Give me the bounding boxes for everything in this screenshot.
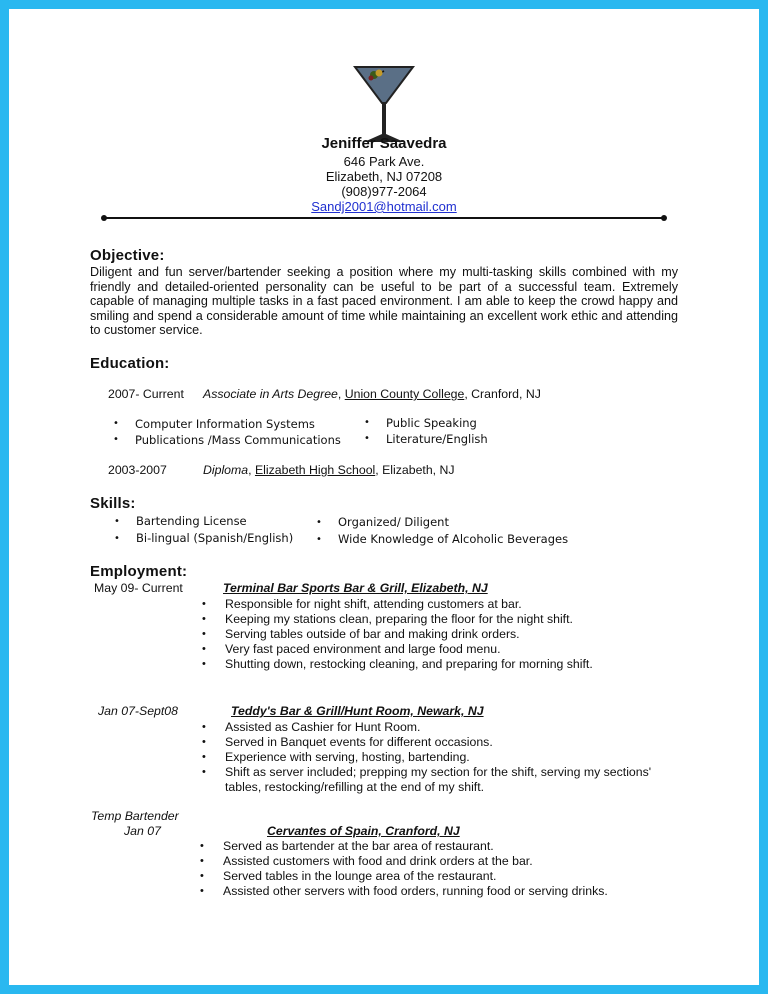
employment-heading: Employment: bbox=[90, 563, 188, 580]
rule-end-right bbox=[661, 215, 667, 221]
list-item: • Responsible for night shift, attending customers at bar. bbox=[202, 597, 522, 611]
education-entry: Associate in Arts Degree, Union County College, Cranford, NJ bbox=[203, 387, 541, 401]
degree: Associate in Arts Degree bbox=[203, 387, 338, 401]
objective-line: friendly and detailed-oriented personality can be useful to be part of a successful team. Extremely bbox=[90, 279, 678, 294]
objective-text bbox=[90, 265, 678, 338]
courses-right bbox=[364, 415, 488, 447]
list-item: • Assisted as Cashier for Hunt Room. bbox=[202, 720, 421, 734]
address-line-2: Elizabeth, NJ 07208 bbox=[325, 169, 443, 184]
skills-left bbox=[114, 513, 294, 547]
job-dates: Jan 07-Sept08 bbox=[98, 704, 178, 718]
objective-heading: Objective: bbox=[90, 247, 165, 264]
list-item: • Computer Information Systems bbox=[113, 417, 315, 431]
job-title: Temp Bartender bbox=[91, 809, 179, 823]
address-line-1: 646 Park Ave. bbox=[343, 154, 425, 169]
list-item: • Assisted customers with food and drink orders at the bar. bbox=[200, 854, 533, 868]
list-item: • Keeping my stations clean, preparing the floor for the night shift. bbox=[202, 612, 573, 626]
list-item: • Served in Banquet events for different occasions. bbox=[202, 735, 493, 749]
list-item: • Serving tables outside of bar and making drink orders. bbox=[202, 627, 520, 641]
list-item: • Literature/English bbox=[364, 432, 488, 446]
list-item: • Served tables in the lounge area of the restaurant. bbox=[200, 869, 497, 883]
email-link[interactable]: Sandj2001@hotmail.com bbox=[311, 199, 457, 214]
skills-right bbox=[316, 514, 569, 548]
list-item: • Public Speaking bbox=[364, 416, 477, 430]
job-duties bbox=[202, 720, 652, 795]
list-item: • Served as bartender at the bar area of restaurant. bbox=[200, 839, 494, 853]
job-duties bbox=[200, 839, 608, 899]
list-item: • Experience with serving, hosting, bartending. bbox=[202, 750, 470, 764]
job-duties bbox=[202, 597, 593, 672]
martini-glass-icon bbox=[352, 63, 416, 145]
school-location: , Elizabeth, NJ bbox=[375, 463, 455, 477]
phone-number: (908)977-2064 bbox=[341, 184, 427, 199]
degree: Diploma bbox=[203, 463, 249, 477]
resume-page bbox=[9, 9, 759, 985]
list-item: • Very fast paced environment and large food menu. bbox=[202, 642, 501, 656]
employer-name: Teddy's Bar & Grill/Hunt Room, Newark, NJ bbox=[231, 704, 484, 718]
list-item: • Bartending License bbox=[114, 514, 247, 528]
objective-line: to customer service. bbox=[90, 323, 203, 338]
objective-line: smiling and spend a considerable amount of time while maintaining an excellent work ethic and attending bbox=[90, 308, 678, 323]
list-item: • Organized/ Diligent bbox=[316, 515, 449, 529]
education-entry: Diploma, Elizabeth High School, Elizabeth, NJ bbox=[203, 463, 455, 477]
candidate-name: Jeniffer Saavedra bbox=[321, 135, 447, 152]
header-divider bbox=[105, 217, 665, 219]
list-item: • Shift as server included; prepping my section for the shift, serving my sections' bbox=[202, 765, 652, 779]
list-item-continuation: tables, restocking/refilling at the end of my shift. bbox=[225, 780, 485, 794]
list-item: • Publications /Mass Communications bbox=[113, 433, 341, 447]
school-name: Elizabeth High School bbox=[254, 463, 376, 477]
list-item: • Shutting down, restocking cleaning, and preparing for morning shift. bbox=[202, 657, 593, 671]
education-dates: 2003-2007 bbox=[108, 463, 167, 477]
job-dates: May 09- Current bbox=[94, 581, 183, 595]
objective-line: capable of managing multiple tasks in a fast paced environment. I am able to keep the crowd happy and bbox=[90, 294, 678, 309]
school-location: , Cranford, NJ bbox=[464, 387, 541, 401]
education-dates: 2007- Current bbox=[108, 387, 184, 401]
employer-name: Terminal Bar Sports Bar & Grill, Elizabeth, NJ bbox=[223, 581, 488, 595]
skills-heading: Skills: bbox=[90, 495, 136, 512]
education-heading: Education: bbox=[90, 355, 170, 372]
list-item: • Assisted other servers with food orders, running food or serving drinks. bbox=[200, 884, 608, 898]
school-name: Union County College bbox=[344, 387, 465, 401]
employer-name: Cervantes of Spain, Cranford, NJ bbox=[267, 824, 460, 838]
objective-line: Diligent and fun server/bartender seeking a position where my multi-tasking skills combined with my bbox=[90, 265, 678, 279]
list-item: • Bi-lingual (Spanish/English) bbox=[114, 531, 294, 545]
job-dates: Jan 07 bbox=[124, 824, 161, 838]
courses-left bbox=[113, 416, 341, 448]
list-item: • Wide Knowledge of Alcoholic Beverages bbox=[316, 532, 569, 546]
